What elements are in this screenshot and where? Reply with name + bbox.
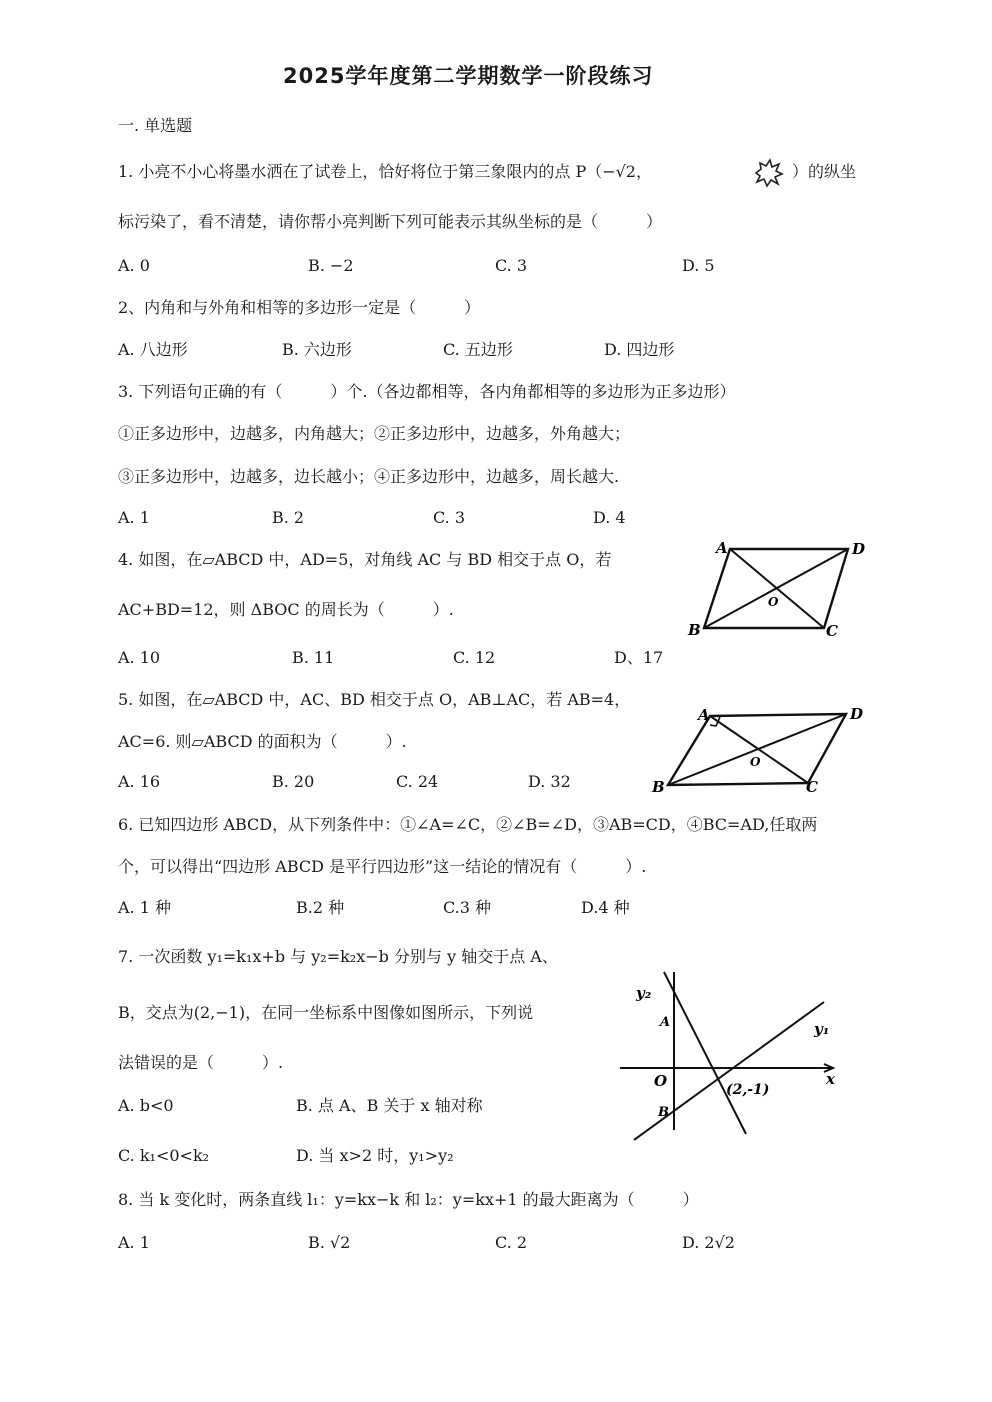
option-1a: A. 0 bbox=[118, 256, 150, 275]
question-2-stem: 2、内角和与外角和相等的多边形一定是（ ） bbox=[118, 298, 481, 317]
option-3d: D. 4 bbox=[593, 508, 626, 527]
question-4-line2: AC+BD=12，则 ΔBOC 的周长为（ ）. bbox=[118, 600, 454, 619]
option-5d: D. 32 bbox=[528, 772, 571, 791]
question-5-line1: 5. 如图，在▱ABCD 中，AC、BD 相交于点 O，AB⊥AC，若 AB=4， bbox=[118, 690, 631, 709]
option-6b: B.2 种 bbox=[296, 898, 345, 917]
option-6a: A. 1 种 bbox=[118, 898, 171, 917]
option-2d: D. 四边形 bbox=[604, 340, 675, 359]
option-2c: C. 五边形 bbox=[443, 340, 513, 359]
label-b: B bbox=[652, 778, 665, 796]
label-b: B bbox=[658, 1105, 669, 1120]
option-7a: A. b<0 bbox=[118, 1096, 174, 1115]
label-o: O bbox=[768, 595, 779, 609]
question-6-line1: 6. 已知四边形 ABCD，从下列条件中：①∠A=∠C，②∠B=∠D，③AB=CD，④BC=AD,任取两 bbox=[118, 815, 818, 834]
question-5-line2: AC=6. 则▱ABCD 的面积为（ ）. bbox=[118, 732, 407, 751]
option-7d: D. 当 x>2 时，y₁>y₂ bbox=[296, 1146, 454, 1165]
option-8d: D. 2√2 bbox=[682, 1233, 735, 1252]
option-5a: A. 16 bbox=[118, 772, 161, 791]
option-7b: B. 点 A、B 关于 x 轴对称 bbox=[296, 1096, 483, 1115]
option-2b: B. 六边形 bbox=[282, 340, 352, 359]
option-1b: B. −2 bbox=[308, 256, 354, 275]
question-4-line1: 4. 如图，在▱ABCD 中，AD=5，对角线 AC 与 BD 相交于点 O，若 bbox=[118, 550, 612, 569]
label-a: A bbox=[716, 539, 728, 557]
option-6c: C.3 种 bbox=[443, 898, 492, 917]
label-c: C bbox=[826, 622, 838, 640]
question-1-line2: 标污染了，看不清楚，请你帮小亮判断下列可能表示其纵坐标的是（ ） bbox=[118, 212, 663, 231]
label-b: B bbox=[688, 621, 701, 639]
option-6d: D.4 种 bbox=[581, 898, 630, 917]
option-8a: A. 1 bbox=[118, 1233, 150, 1252]
option-8b: B. √2 bbox=[308, 1233, 351, 1252]
question-7-line1: 7. 一次函数 y₁=k₁x+b 与 y₂=k₂x−b 分别与 y 轴交于点 A、 bbox=[118, 947, 558, 966]
label-a: A bbox=[660, 1015, 671, 1030]
option-1d: D. 5 bbox=[682, 256, 715, 275]
question-3-line2: ①正多边形中，边越多，内角越大；②正多边形中，边越多，外角越大； bbox=[118, 424, 631, 443]
option-2a: A. 八边形 bbox=[118, 340, 188, 359]
question-6-line2: 个，可以得出“四边形 ABCD 是平行四边形”这一结论的情况有（ ）. bbox=[118, 857, 647, 876]
question-7-line2: B，交点为(2,−1)，在同一坐标系中图像如图所示，下列说 bbox=[118, 1003, 534, 1022]
option-1c: C. 3 bbox=[495, 256, 528, 275]
option-4a: A. 10 bbox=[118, 648, 161, 667]
question-1-line1-end: ）的纵坐 bbox=[792, 162, 857, 181]
label-x: x bbox=[826, 1070, 835, 1088]
option-5c: C. 24 bbox=[396, 772, 439, 791]
option-4b: B. 11 bbox=[292, 648, 335, 667]
parallelogram-figure-q5 bbox=[648, 700, 873, 800]
option-8c: C. 2 bbox=[495, 1233, 528, 1252]
option-5b: B. 20 bbox=[272, 772, 315, 791]
label-intersection: (2,-1) bbox=[726, 1082, 770, 1098]
option-4d: D、17 bbox=[614, 648, 664, 667]
question-7-line3: 法错误的是（ ）. bbox=[118, 1053, 284, 1072]
page-title: 2025学年度第二学期数学一阶段练习 bbox=[283, 64, 654, 88]
label-d: D bbox=[852, 540, 866, 558]
label-o: O bbox=[750, 755, 761, 769]
section-heading: 一. 单选题 bbox=[118, 116, 193, 135]
question-3-line3: ③正多边形中，边越多，边长越小；④正多边形中，边越多，周长越大. bbox=[118, 467, 620, 486]
label-y1: y₁ bbox=[814, 1020, 830, 1038]
label-c: C bbox=[806, 778, 818, 796]
option-4c: C. 12 bbox=[453, 648, 496, 667]
option-3c: C. 3 bbox=[433, 508, 466, 527]
parallelogram-figure-q4 bbox=[680, 535, 880, 645]
option-7c: C. k₁<0<k₂ bbox=[118, 1146, 210, 1165]
label-a: A bbox=[698, 706, 710, 724]
question-3-stem: 3. 下列语句正确的有（ ）个.（各边都相等，各内角都相等的多边形为正多边形） bbox=[118, 382, 736, 401]
label-origin: O bbox=[654, 1072, 668, 1090]
label-y2: y₂ bbox=[636, 984, 652, 1002]
option-3a: A. 1 bbox=[118, 508, 150, 527]
option-3b: B. 2 bbox=[272, 508, 305, 527]
label-d: D bbox=[850, 705, 864, 723]
linear-functions-graph bbox=[612, 960, 852, 1150]
question-1-line1: 1. 小亮不小心将墨水洒在了试卷上，恰好将位于第三象限内的点 P（−√2， bbox=[118, 162, 652, 181]
ink-blot-icon bbox=[752, 158, 784, 188]
question-8-stem: 8. 当 k 变化时，两条直线 l₁：y=kx−k 和 l₂：y=kx+1 的最大距离为（ ） bbox=[118, 1190, 699, 1209]
